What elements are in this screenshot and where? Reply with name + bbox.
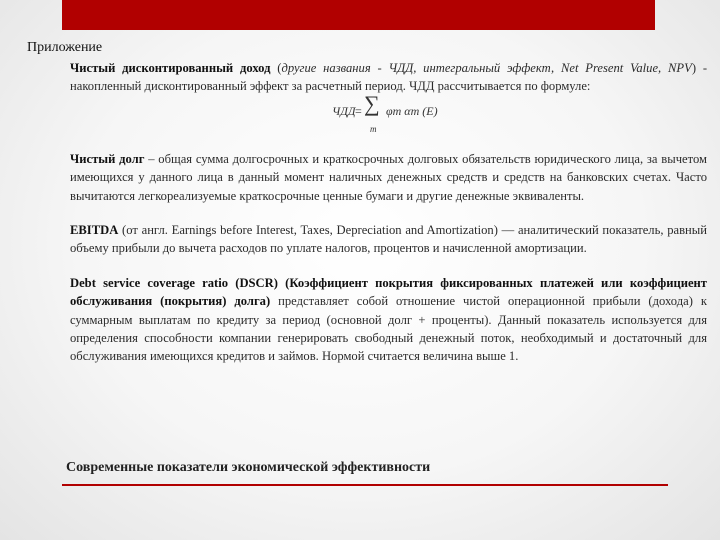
appendix-label: Приложение: [27, 40, 103, 55]
dscr-text: представляет собой отношение чистой операционной прибыли (дохода) к суммарным выплатам по кредиту за период (основной долг + проценты). Данный показатель используется для определения способности компании генерировать свободный денежный поток, необходимый и достаточный для обслуживания имеющихся кредитов и займов. Нормой считается величина выше 1.: [70, 294, 707, 364]
formula-sigma: ∑: [364, 90, 380, 116]
footer-accent-line: [62, 484, 668, 486]
spacer: [70, 258, 707, 274]
definition-dscr: [70, 274, 707, 366]
spacer: [70, 205, 707, 221]
definition-net-debt: [70, 150, 707, 205]
top-accent-bar: [62, 0, 655, 30]
term-dscr: Debt service coverage ratio (DSCR) (Коэффициент покрытия фиксированных платежей или коэффициент обслуживания (покрытия) долга): [70, 275, 707, 309]
definition-ebitda: [70, 221, 707, 258]
footer-title: Современные показатели экономической эффективности: [66, 460, 431, 475]
npv-open-paren: (: [270, 61, 282, 75]
ebitda-text: (от англ. Earnings before Interest, Taxes, Depreciation and Amortization) — аналитический показатель, равный объему прибыли до вычета расходов по уплате налогов, процентов и начисленной амортизации.: [70, 223, 707, 256]
term-ebitda: EBITDA: [70, 223, 119, 238]
formula-lhs: ЧДД: [332, 103, 356, 118]
net-debt-text: – общая сумма долгосрочных и краткосрочных долговых обязательств юридического лица, за вычетом имеющихся у данного лица в данный момент наличных денежных средств и средств на банковских счетах. Часто вычитаются легкореализуемые краткосрочные ценные бумаги и другие денежные эквиваленты.: [70, 151, 707, 203]
npv-close-paren: ): [691, 61, 697, 75]
npv-formula: [70, 90, 707, 136]
npv-text: - накопленный дисконтированный эффект за расчетный период. ЧДД рассчитывается по формуле:: [70, 61, 708, 94]
formula-rhs: φm αm (E): [386, 103, 438, 118]
npv-aliases: другие названия - ЧДД, интегральный эффект, Net Present Value, NPV: [281, 61, 692, 75]
formula-equals: =: [355, 103, 362, 118]
term-npv: Чистый дисконтированный доход: [70, 61, 271, 75]
definition-npv: [70, 59, 707, 96]
term-net-debt: Чистый долг: [70, 151, 145, 166]
formula-subscript: m: [370, 123, 377, 134]
definitions-content: [70, 59, 707, 366]
